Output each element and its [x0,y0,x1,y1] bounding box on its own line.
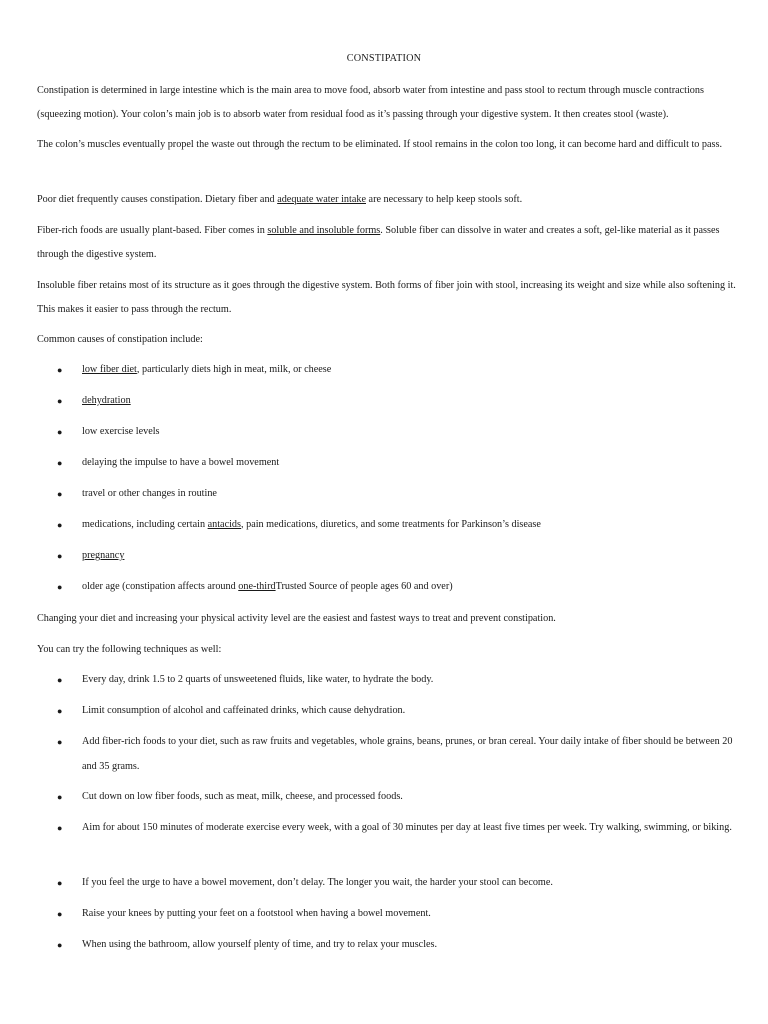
bullet-icon: ● [57,365,63,375]
bullet-icon: ● [57,675,63,685]
list-item-text: Every day, drink 1.5 to 2 quarts of unsweetened fluids, like water, to hydrate the body. [82,674,434,685]
insoluble-paragraph: Insoluble fiber retains most of its structure as it goes through the digestive system. Both forms of fiber join with stool, increasing its weight and size while also softening it. This makes it easier to pass through the rectum. [37,280,736,315]
bullet-icon: ● [57,520,63,530]
list-item-text: When using the bathroom, allow yourself plenty of time, and try to relax your muscles. [82,939,438,950]
intro-paragraph: Constipation is determined in large intestine which is the main area to move food, absorb water from intestine and pass stool to rectum through muscle contractions (squeezing motion). Your colon’s main job is to absorb water from residual food as it’s passing through your digestive system. It then creates stool (waste). [37,85,704,120]
bullet-icon: ● [57,489,63,499]
list-item-text: Add fiber-rich foods to your diet, such as raw fruits and vegetables, whole grains, beans, prunes, or bran cereal. Your daily intake of fiber should be between 20 and 35 grams. [82,736,733,772]
bullet-icon: ● [57,551,63,561]
list-item-text: low exercise levels [82,426,160,437]
list-item-text: medications, including certain [82,519,208,530]
one-third-link[interactable]: one-third [238,581,276,592]
techniques-intro: You can try the following techniques as well: [37,644,222,655]
list-item-text: If you feel the urge to have a bowel movement, don’t delay. The longer you wait, the harder your stool can become. [82,877,553,888]
list-item-text: travel or other changes in routine [82,488,217,499]
pregnancy-link[interactable]: pregnancy [82,550,125,561]
list-item-text: , pain medications, diuretics, and some treatments for Parkinson’s disease [241,519,541,530]
bullet-icon: ● [57,427,63,437]
bullet-icon: ● [57,909,63,919]
dehydration-link[interactable]: dehydration [82,395,131,406]
list-item-text: Cut down on low fiber foods, such as meat, milk, cheese, and processed foods. [82,791,403,802]
bullet-icon: ● [57,582,63,592]
antacids-link[interactable]: antacids [207,519,241,530]
adequate-water-intake-link[interactable]: adequate water intake [277,194,366,205]
bullet-icon: ● [57,706,63,716]
list-item-text: delaying the impulse to have a bowel movement [82,457,280,468]
treatment-paragraph: Changing your diet and increasing your physical activity level are the easiest and fastest ways to treat and prevent constipation. [37,613,556,624]
bullet-icon: ● [57,458,63,468]
bullet-icon: ● [57,823,63,833]
list-item-text: Aim for about 150 minutes of moderate exercise every week, with a goal of 30 minutes per day at least five times per week. Try walking, swimming, or biking. [82,822,732,833]
bullet-icon: ● [57,396,63,406]
colon-paragraph: The colon’s muscles eventually propel the waste out through the rectum to be eliminated. If stool remains in the colon too long, it can become hard and difficult to pass. [37,139,723,150]
diet-text-b: are necessary to help keep stools soft. [366,194,523,205]
causes-intro: Common causes of constipation include: [37,334,203,345]
bullet-icon: ● [57,940,63,950]
low-fiber-diet-link[interactable]: low fiber diet [82,364,137,375]
list-item-text: Raise your knees by putting your feet on a footstool when having a bowel movement. [82,908,431,919]
diet-paragraph [37,188,737,212]
bullet-icon: ● [57,792,63,802]
bullet-icon: ● [57,878,63,888]
bullet-icon: ● [57,737,63,747]
fiber-text-b: . Soluble fiber can dissolve in water and creates a soft, gel-like material as it passes through the digestive system. [37,225,720,260]
list-item-text: Trusted Source of people ages 60 and over) [275,581,453,592]
list-item-text: , particularly diets high in meat, milk, or cheese [136,364,332,375]
fiber-text-a: Fiber-rich foods are usually plant-based. Fiber comes in [37,225,268,236]
diet-text-a: Poor diet frequently causes constipation. Dietary fiber and [37,194,278,205]
list-item-text: Limit consumption of alcohol and caffeinated drinks, which cause dehydration. [82,705,406,716]
page-title: CONSTIPATION [346,53,422,64]
soluble-insoluble-link[interactable]: soluble and insoluble forms [267,225,381,236]
list-item-text: older age (constipation affects around [82,581,239,592]
fiber-paragraph [37,219,737,266]
